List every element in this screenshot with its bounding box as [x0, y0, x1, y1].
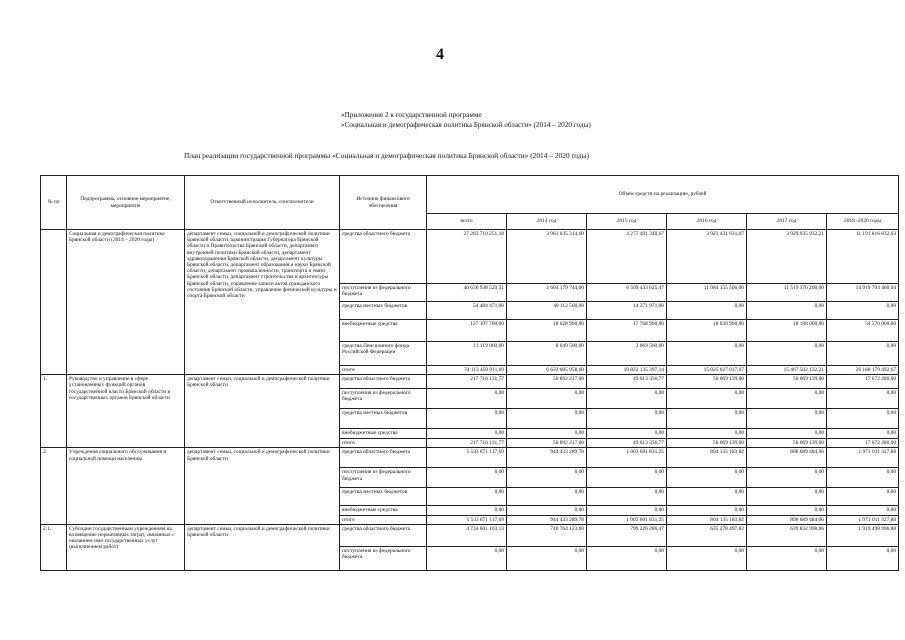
table-row	[41, 448, 899, 468]
amount-cell: 50 069 139,00	[667, 375, 747, 389]
amount-cell: 5 533 871 117,69	[427, 448, 507, 468]
amount-cell: 0,00	[827, 546, 899, 570]
amount-cell: 11 084 155 506,00	[667, 284, 747, 302]
amount-cell: 808 689 484,96	[747, 515, 827, 524]
amount-cell: 1 971 011 327,88	[827, 448, 899, 468]
amount-cell: 0,00	[747, 546, 827, 570]
amount-cell: 0,00	[667, 506, 747, 515]
amount-cell: 8 049 500,00	[507, 342, 587, 366]
funding-source: внебюджетные средства	[340, 320, 427, 342]
header-volume: Объем средств на реализацию, рублей	[427, 176, 899, 214]
amount-cell: 50 892 217,00	[507, 439, 587, 448]
funding-source: итого	[340, 515, 427, 524]
funding-source: внебюджетные средства	[340, 429, 427, 439]
amount-cell: 4 277 491 340,67	[587, 230, 667, 284]
row-number: 1.	[41, 375, 67, 448]
amount-cell: 0,00	[827, 468, 899, 488]
amount-cell: 18 039 900,00	[667, 320, 747, 342]
amount-cell: 3 961 035 314,60	[507, 230, 587, 284]
row-number	[41, 230, 67, 375]
funding-source: поступления из федерального бюджета	[340, 389, 427, 409]
amount-cell: 0,00	[827, 488, 899, 506]
amount-cell: 0,00	[507, 546, 587, 570]
subprogram-name: Субсидии государственным учреждениям на возмещение нормативных затрат, связанных с оказанием ими государственных услуг (выполнением работ)	[67, 524, 185, 570]
amount-cell: 0,00	[587, 468, 667, 488]
amount-cell: 49 013 356,77	[587, 439, 667, 448]
amount-cell: 808 689 484,96	[747, 448, 827, 468]
amount-cell: 0,00	[427, 389, 507, 409]
amount-cell: 0,00	[587, 546, 667, 570]
amount-cell: 4 734 601 103,13	[427, 524, 507, 546]
table-row	[41, 230, 899, 284]
funding-source: средства областного бюджета	[340, 230, 427, 284]
amount-cell: 5 533 871 117,69	[427, 515, 507, 524]
header-no: № пп	[41, 176, 67, 230]
amount-cell: 0,00	[507, 429, 587, 439]
subprogram-name: Социальная и демографическая политика Брянской области (2014 – 2020 годы)	[67, 230, 185, 375]
amount-cell: 217 716 131,77	[427, 375, 507, 389]
amount-cell: 0,00	[427, 488, 507, 506]
amount-cell: 3 069 560,00	[587, 342, 667, 366]
amount-cell: 1 003 601 831,25	[587, 448, 667, 468]
amount-cell: 804 135 183,82	[667, 448, 747, 468]
amount-cell: 944 433 289,78	[507, 448, 587, 468]
subprogram-name: Учреждения социального обслуживания и социальной помощи населению	[67, 448, 185, 524]
amount-cell: 0,00	[427, 506, 507, 515]
amount-cell: 1 971 011 327,88	[827, 515, 899, 524]
header-year-2018-2020: 2018 -2020 годы	[827, 214, 899, 230]
table-row	[41, 524, 899, 546]
amount-cell: 0,00	[667, 488, 747, 506]
amount-cell: 740 764 123,00	[507, 524, 587, 546]
amount-cell: 0,00	[507, 389, 587, 409]
funding-source: поступления из федерального бюджета	[340, 546, 427, 570]
header-year-2014: 2014 год	[507, 214, 587, 230]
amount-cell: 0,00	[747, 468, 827, 488]
amount-cell: 0,00	[667, 409, 747, 429]
amount-cell: 3 929 935 932,21	[747, 230, 827, 284]
amount-cell: 0,00	[827, 409, 899, 429]
amount-cell: 0,00	[427, 546, 507, 570]
funding-source: средства местных бюджетов	[340, 302, 427, 320]
amount-cell: 0,00	[827, 429, 899, 439]
executor-name: департамент семьи, социальной и демографической политики Брянской области	[185, 375, 340, 448]
header-subprogram: Подпрограмма, основное мероприятие, мероприятие	[67, 176, 185, 230]
header-year-2017: 2017 год	[747, 214, 827, 230]
amount-cell: 18 628 900,00	[507, 320, 587, 342]
amount-cell: 635 278 497,82	[667, 524, 747, 546]
amount-cell: 6 509 433 625,47	[587, 284, 667, 302]
funding-source: средства местных бюджетов	[340, 488, 427, 506]
funding-source: итого	[340, 439, 427, 448]
amount-cell: 0,00	[827, 506, 899, 515]
amount-cell: 50 069 139,00	[747, 375, 827, 389]
amount-cell: 2 604 179 744,00	[507, 284, 587, 302]
funding-source: средства областного бюджета	[340, 448, 427, 468]
funding-source: средства местных бюджетов	[340, 409, 427, 429]
appendix-heading	[341, 110, 591, 130]
amount-cell: 1 003 601 831,25	[587, 515, 667, 524]
plan-title: План реализации государственной программы «Социальная и демографическая политика Брянской области» (2014 – 2020 годы)	[184, 151, 589, 160]
amount-cell: 6 632 005 958,60	[507, 366, 587, 375]
amount-cell: 0,00	[667, 468, 747, 488]
funding-source: внебюджетные средства	[340, 506, 427, 515]
amount-cell: 804 135 183,82	[667, 515, 747, 524]
row-number: 2.	[41, 448, 67, 524]
amount-cell: 0,00	[827, 389, 899, 409]
amount-cell: 40 112 500,00	[507, 302, 587, 320]
amount-cell: 14 919 793 460,04	[827, 284, 899, 302]
plan-body	[41, 230, 899, 571]
funding-source: средства областного бюджета	[340, 524, 427, 546]
amount-cell: 0,00	[747, 409, 827, 429]
page-number: 4	[436, 46, 444, 63]
amount-cell: 0,00	[587, 409, 667, 429]
amount-cell: 0,00	[667, 546, 747, 570]
amount-cell: 3 923 431 631,07	[667, 230, 747, 284]
amount-cell: 11 191 816 032,63	[827, 230, 899, 284]
amount-cell: 18 190 000,00	[747, 320, 827, 342]
funding-source: итого	[340, 366, 427, 375]
amount-cell: 0,00	[747, 302, 827, 320]
amount-cell: 17 672 280,00	[827, 439, 899, 448]
amount-cell: 11 119 060,00	[427, 342, 507, 366]
amount-cell: 0,00	[747, 389, 827, 409]
appendix-line-2: «Социальная и демографическая политика Брянской области» (2014 – 2020 годы)	[341, 121, 591, 129]
amount-cell: 46 636 938 529,51	[427, 284, 507, 302]
header-year-total: всего	[427, 214, 507, 230]
funding-source: средства Пенсионного фонда Российской Федерации	[340, 342, 427, 366]
plan-table	[40, 175, 899, 571]
amount-cell: 0,00	[747, 488, 827, 506]
amount-cell: 944 433 289,78	[507, 515, 587, 524]
amount-cell: 17 768 900,00	[587, 320, 667, 342]
amount-cell: 0,00	[427, 409, 507, 429]
amount-cell: 0,00	[507, 488, 587, 506]
amount-cell: 27 283 710 251,18	[427, 230, 507, 284]
appendix-line-1: «Приложение 2 к государственной программе	[341, 111, 482, 119]
amount-cell: 0,00	[427, 468, 507, 488]
header-year-2015: 2015 год	[587, 214, 667, 230]
funding-source: поступления из федерального бюджета	[340, 284, 427, 302]
amount-cell: 50 892 217,00	[507, 375, 587, 389]
amount-cell: 1 919 498 996,88	[827, 524, 899, 546]
executor-name: департамент семьи, социальной и демографической политики Брянской области	[185, 448, 340, 524]
funding-source: поступления из федерального бюджета	[340, 468, 427, 488]
amount-cell: 0,00	[667, 342, 747, 366]
header-year-2016: 2016 год	[667, 214, 747, 230]
row-number: 2.1.	[41, 524, 67, 570]
amount-cell: 127 197 700,00	[427, 320, 507, 342]
amount-cell: 0,00	[587, 389, 667, 409]
amount-cell: 0,00	[747, 429, 827, 439]
amount-cell: 0,00	[507, 468, 587, 488]
amount-cell: 10 822 135 397,14	[587, 366, 667, 375]
amount-cell: 639 832 998,96	[747, 524, 827, 546]
amount-cell: 74 113 450 011,69	[427, 366, 507, 375]
amount-cell: 0,00	[587, 488, 667, 506]
amount-cell: 11 519 376 200,00	[747, 284, 827, 302]
header-source: Источник финансового обеспечения	[340, 176, 427, 230]
amount-cell: 0,00	[427, 429, 507, 439]
header-executor: Ответственный исполнитель, соисполнители	[185, 176, 340, 230]
amount-cell: 17 672 280,00	[827, 375, 899, 389]
executor-name: департамент семьи, социальной и демографической политики Брянской области, администрация Губернатора Брянской области и Правительства Брянской области, департамент внутренней политики Брянской области, департамент здравоохранения Брянской области, департамент культуры Брянской области, департамент образования и науки Брянской области, департамент промышленности, транспорта и связи Брянской области, департамент строительства и архитектуры Брянской области, управление записи актов гражданского состояния Брянской области, управление физической культуры и спорта Брянской области	[185, 230, 340, 375]
funding-source: средства областного бюджета	[340, 375, 427, 389]
executor-name: департамент семьи, социальной и демографической политики Брянской области	[185, 524, 340, 570]
amount-cell: 15 025 627 037,07	[667, 366, 747, 375]
subprogram-name: Руководство и управление в сфере установленных функций органов государственной власти Брянской области и государственных органов Брянской области	[67, 375, 185, 448]
amount-cell: 49 013 356,77	[587, 375, 667, 389]
amount-cell: 217 716 131,77	[427, 439, 507, 448]
amount-cell: 0,00	[587, 429, 667, 439]
amount-cell: 54 570 000,00	[827, 320, 899, 342]
amount-cell: 799 226 286,47	[587, 524, 667, 546]
amount-cell: 0,00	[667, 302, 747, 320]
amount-cell: 15 467 502 132,21	[747, 366, 827, 375]
amount-cell: 0,00	[507, 409, 587, 429]
amount-cell: 0,00	[507, 506, 587, 515]
amount-cell: 0,00	[747, 342, 827, 366]
amount-cell: 0,00	[747, 506, 827, 515]
amount-cell: 14 371 971,00	[587, 302, 667, 320]
amount-cell: 0,00	[827, 302, 899, 320]
amount-cell: 0,00	[827, 342, 899, 366]
amount-cell: 50 069 139,00	[747, 439, 827, 448]
amount-cell: 0,00	[667, 389, 747, 409]
amount-cell: 26 166 179 492,67	[827, 366, 899, 375]
table-row	[41, 375, 899, 389]
amount-cell: 0,00	[587, 506, 667, 515]
amount-cell: 54 484 471,00	[427, 302, 507, 320]
amount-cell: 50 069 139,00	[667, 439, 747, 448]
amount-cell: 0,00	[667, 429, 747, 439]
